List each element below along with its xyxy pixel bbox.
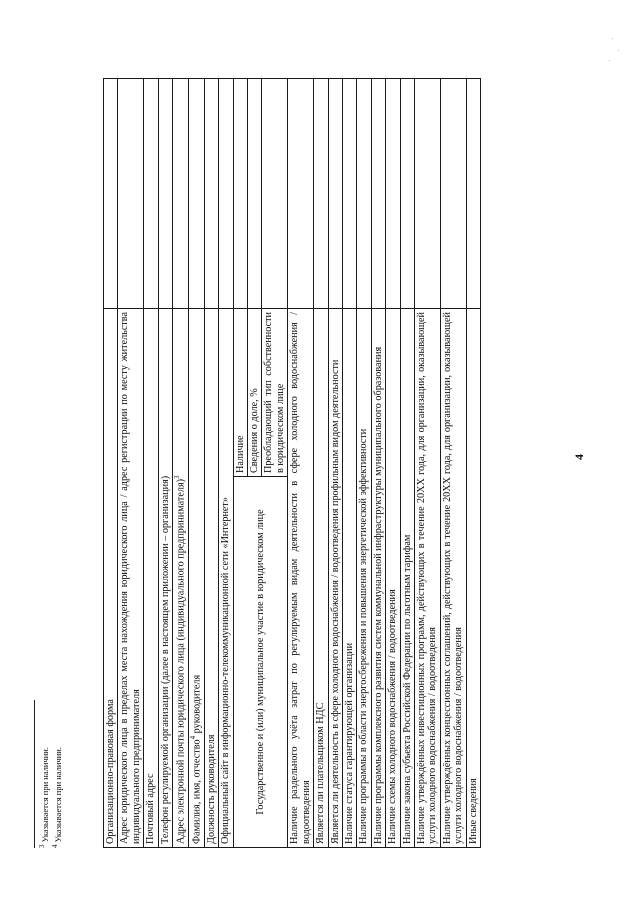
- value-cell: [188, 79, 204, 309]
- value-cell: [314, 79, 328, 309]
- table-row: [440, 79, 466, 848]
- table-row: [288, 79, 314, 848]
- row-label: Наличие программы в области энергосбережения и повышения энергетической эффективности: [357, 309, 371, 848]
- sub-label: Преобладающий тип собственности в юридическом лице: [262, 309, 288, 477]
- value-cell: [204, 79, 218, 309]
- footnote: [51, 528, 64, 848]
- row-text-suffix: руководителя: [191, 674, 203, 734]
- value-cell: [328, 79, 342, 309]
- value-cell: [173, 79, 189, 309]
- table-row: [204, 79, 218, 848]
- table-row: [466, 79, 480, 848]
- value-cell: [158, 79, 172, 309]
- footnote: [38, 528, 51, 848]
- row-text: Адрес электронной почты юридического лица (индивидуального предпринимателя): [175, 478, 187, 844]
- value-cell: [466, 79, 480, 309]
- value-cell: [357, 79, 371, 309]
- row-label: Почтовый адрес: [144, 309, 158, 848]
- row-label: Адрес юридического лица в пределах места нахождения юридического лица / адрес регистрации по месту жительства индивидуального предпринимателя: [118, 309, 144, 848]
- value-cell: [219, 79, 233, 309]
- row-label: [173, 309, 189, 848]
- value-cell: [342, 79, 356, 309]
- table-row: [328, 79, 342, 848]
- footnote-mark: 4: [188, 735, 197, 740]
- row-label: Официальный сайт в информационно-телекоммуникационной сети «Интернет»: [219, 309, 233, 848]
- row-label: Наличие раздельного учёта затрат по регулируемым видам деятельности в сфере холодного водоснабжения / водоотведения: [288, 309, 314, 848]
- value-cell: [118, 79, 144, 309]
- value-cell: [288, 79, 314, 309]
- row-label: Должность руководителя: [204, 309, 218, 848]
- footnote-text: Указывается при наличии.: [39, 747, 50, 843]
- group-label: Государственное и (или) муниципальное участие в юридическом лице: [233, 477, 288, 848]
- table-row: [400, 79, 414, 848]
- table-row: [357, 79, 371, 848]
- footnote-mark: 3: [38, 844, 46, 848]
- table-row: [144, 79, 158, 848]
- row-label: Наличие схемы холодного водоснабжения / водоотведения: [386, 309, 400, 848]
- row-text: Фамилия, имя, отчество: [191, 739, 203, 844]
- table-row: [118, 79, 144, 848]
- footnote-text: Указывается при наличии.: [53, 747, 64, 843]
- value-cell: [144, 79, 158, 309]
- footnote-mark: 4: [51, 844, 60, 848]
- table-row: [386, 79, 400, 848]
- table-row: [371, 79, 385, 848]
- row-label: Наличие статуса гарантирующей организации: [342, 309, 356, 848]
- info-form-table: [103, 78, 481, 848]
- table-row: [342, 79, 356, 848]
- value-cell: [415, 79, 441, 309]
- value-cell: [233, 79, 247, 309]
- row-label: Является ли деятельность в сфере холодного водоснабжения / водоотведения профильным видом деятельности: [328, 309, 342, 848]
- row-label: Организационно-правовая форма: [104, 309, 118, 848]
- table-row: [158, 79, 172, 848]
- sub-label: Наличие: [233, 309, 247, 477]
- value-cell: [371, 79, 385, 309]
- table-row: [314, 79, 328, 848]
- sub-label: Сведения о доле, %: [248, 309, 262, 477]
- row-label: Наличие закона субъекта Российской Федерации по льготным тарифам: [400, 309, 414, 848]
- table-row: [173, 79, 189, 848]
- row-label: Телефон регулируемой организации (далее в настоящем приложении – организация): [158, 309, 172, 848]
- page-number: 4: [572, 454, 586, 460]
- footnotes: [34, 528, 65, 848]
- row-label: Наличие утверждённых концессионных соглашений, действующих в течение 20ХХ года, для организации, оказывающей услуги холодного водоснабжения / водоотведения: [440, 309, 466, 848]
- value-cell: [104, 79, 118, 309]
- footnote-mark: 3: [173, 475, 182, 479]
- row-label: Наличие утверждённых инвестиционных программ, действующих в течение 20ХХ года, для организации, оказывающей услуги холодного водоснабжения / водоотведения: [415, 309, 441, 848]
- row-label: Иные сведения: [466, 309, 480, 848]
- value-cell: [400, 79, 414, 309]
- row-label: Является ли плательщиком НДС: [314, 309, 328, 848]
- value-cell: [386, 79, 400, 309]
- value-cell: [262, 79, 288, 309]
- table-row: [219, 79, 233, 848]
- table-row: [188, 79, 204, 848]
- table-row: [415, 79, 441, 848]
- table-row: [104, 79, 118, 848]
- table-row: [233, 79, 247, 848]
- row-label: Наличие программы комплексного развития систем коммунальной инфраструктуры муниципального образования: [371, 309, 385, 848]
- footnote-divider: [34, 700, 35, 848]
- row-label: [188, 309, 204, 848]
- value-cell: [248, 79, 262, 309]
- value-cell: [440, 79, 466, 309]
